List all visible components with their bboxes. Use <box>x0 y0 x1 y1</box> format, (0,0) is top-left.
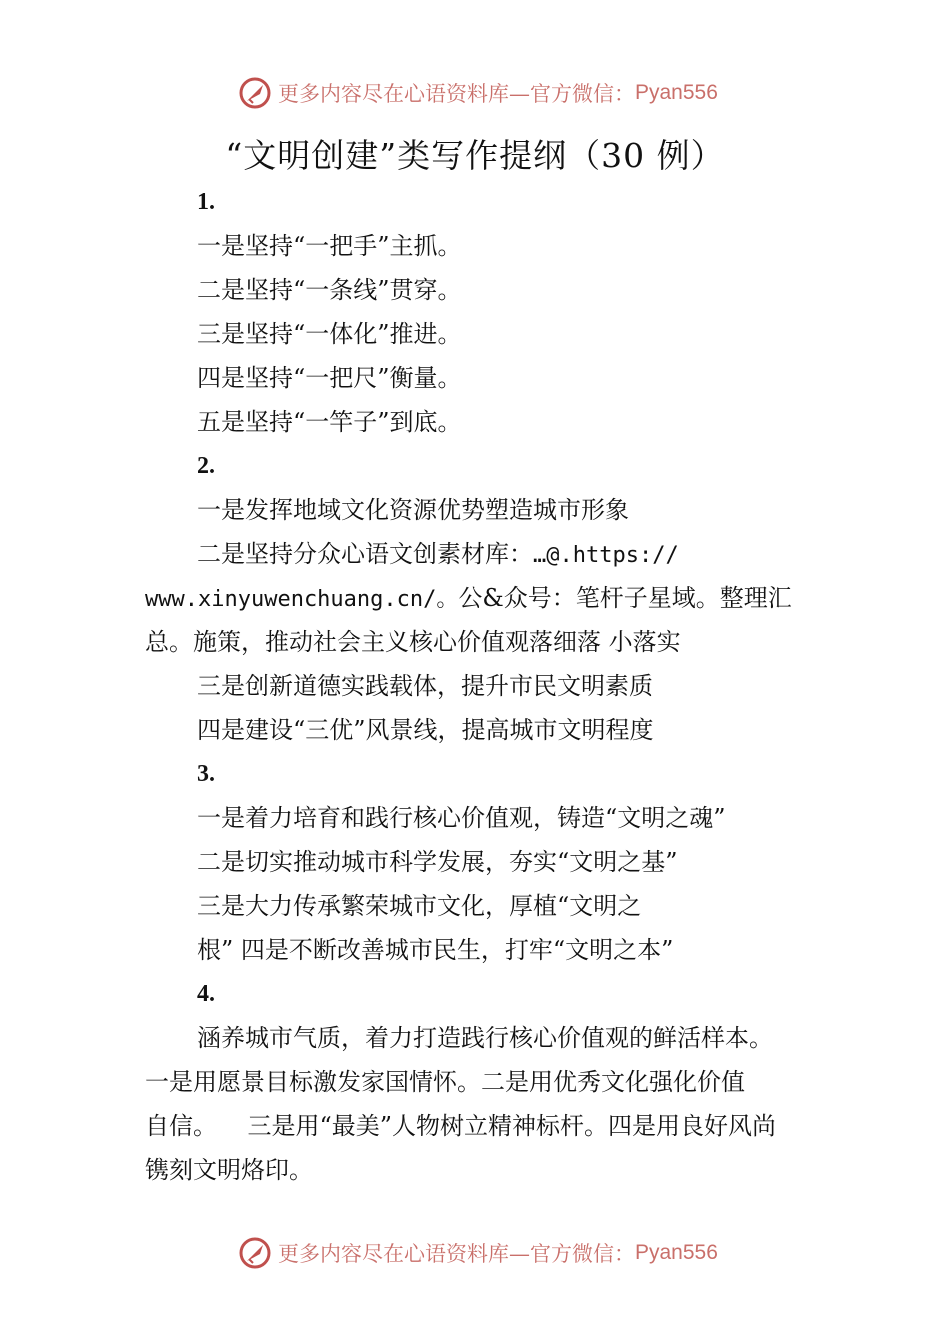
section-line: 三是创新道德实践载体，提升市民文明素质 <box>197 672 653 700</box>
section-number: 4. <box>197 981 215 1007</box>
section-line: 一是用愿景目标激发家国情怀。二是用优秀文化强化价值 <box>145 1068 745 1096</box>
section-line: 一是着力培育和践行核心价值观，铸造“文明之魂” <box>197 804 726 832</box>
url-fragment: …@.https:// <box>533 543 679 568</box>
watermark-banner-bottom <box>238 1236 718 1270</box>
section-line-text: 二是坚持分众心语文创素材库： <box>197 540 533 568</box>
section-line: 镌刻文明烙印。 <box>145 1156 313 1184</box>
section-number: 1. <box>197 189 215 215</box>
section-line: 三是大力传承繁荣城市文化，厚植“文明之 <box>197 892 642 920</box>
section-line: 根” 四是不断改善城市民生，打牢“文明之本” <box>197 936 674 964</box>
watermark-text: 更多内容尽在心语资料库—官方微信： <box>278 1242 635 1266</box>
section-line: 五是坚持“一竿子”到底。 <box>197 408 462 436</box>
section-line: 一是坚持“一把手”主抓。 <box>197 232 462 260</box>
watermark-banner-top <box>238 76 718 110</box>
section-line <box>145 532 825 576</box>
section-line: 四是建设“三优”风景线，提高城市文明程度 <box>197 716 654 744</box>
quill-logo-icon <box>238 76 272 110</box>
section-line: 自信。 三是用“最美”人物树立精神标杆。四是用良好风尚 <box>145 1112 777 1140</box>
section-line: 总。施策，推动社会主义核心价值观落细落 小落实 <box>145 628 681 656</box>
document-body <box>145 180 825 1192</box>
watermark-wechat-id: Pyan556 <box>635 81 718 104</box>
section-line: 四是坚持“一把尺”衡量。 <box>197 364 462 392</box>
section-number: 2. <box>197 453 215 479</box>
section-line: 二是切实推动城市科学发展，夯实“文明之基” <box>197 848 678 876</box>
watermark-wechat-id: Pyan556 <box>635 1241 718 1264</box>
section-line: 一是发挥地域文化资源优势塑造城市形象 <box>197 496 629 524</box>
quill-logo-icon <box>238 1236 272 1270</box>
section-number: 3. <box>197 761 215 787</box>
watermark-text: 更多内容尽在心语资料库—官方微信： <box>278 82 635 106</box>
section-line <box>145 576 825 620</box>
section-line-text: 公&众号：笔杆子星域。整理汇 <box>458 584 792 612</box>
section-line: 二是坚持“一条线”贯穿。 <box>197 276 462 304</box>
section-line: 三是坚持“一体化”推进。 <box>197 320 462 348</box>
section-line: 涵养城市气质，着力打造践行核心价值观的鲜活样本。 <box>197 1024 773 1052</box>
url-text: www.xinyuwenchuang.cn/。 <box>145 587 459 612</box>
document-title: “文明创建”类写作提纲（30 例） <box>225 136 725 175</box>
